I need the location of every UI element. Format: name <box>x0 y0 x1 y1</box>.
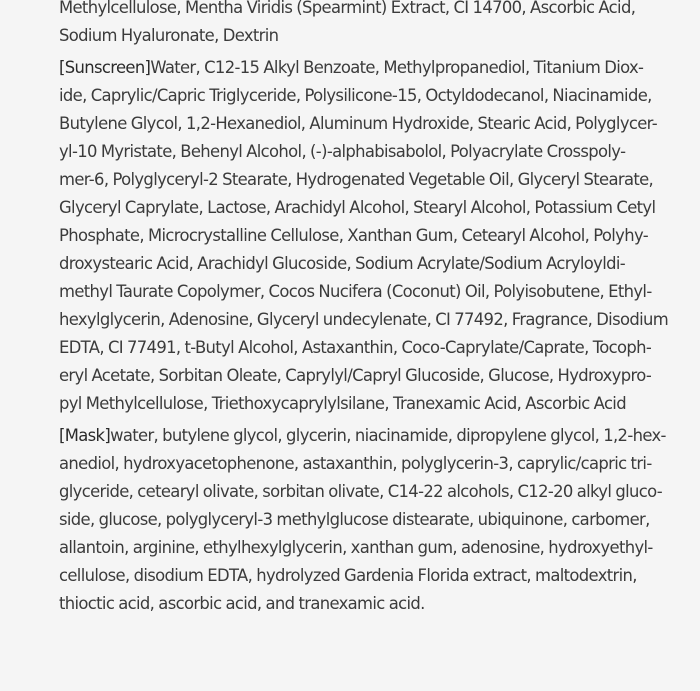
text-line: droxystearic Acid, Arachidyl Glucoside, Sodium Acrylate/Sodium Acryloyldi- <box>59 254 626 273</box>
text-line: side, glucose, polyglyceryl-3 methylglucose distearate, ubiquinone, carbomer, <box>59 510 650 529</box>
text-line: Butylene Glycol, 1,2-Hexanediol, Aluminum Hydroxide, Stearic Acid, Polyglycer- <box>59 114 657 133</box>
text-line: mer-6, Polyglyceryl-2 Stearate, Hydrogenated Vegetable Oil, Glyceryl Stearate, <box>59 170 654 189</box>
text-line: ide, Caprylic/Capric Triglyceride, Polysilicone-15, Octyldodecanol, Niacinamide, <box>59 86 652 105</box>
text-line: Phosphate, Microcrystalline Cellulose, Xanthan Gum, Cetearyl Alcohol, Polyhy- <box>59 226 648 245</box>
ingredient-list <box>59 0 669 618</box>
text-line: anediol, hydroxyacetophenone, astaxanthin, polyglycerin-3, caprylic/capric tri- <box>59 454 652 473</box>
section-tag-mask: [Mask] <box>59 426 111 445</box>
text-line: EDTA, CI 77491, t-Butyl Alcohol, Astaxanthin, Coco-Caprylate/Caprate, Tocoph- <box>59 338 652 357</box>
text-line <box>59 54 649 82</box>
text-line: allantoin, arginine, ethylhexylglycerin, xanthan gum, adenosine, hydroxyethyl- <box>59 538 653 557</box>
text-line: pyl Methylcellulose, Triethoxycaprylylsilane, Tranexamic Acid, Ascorbic Acid <box>59 394 626 413</box>
sunscreen-paragraph <box>59 54 669 418</box>
text-line: thioctic acid, ascorbic acid, and tranexamic acid. <box>59 594 425 613</box>
intro-paragraph <box>59 0 649 50</box>
text-line: Methylcellulose, Mentha Viridis (Spearmint) Extract, CI 14700, Ascorbic Acid, <box>59 0 636 17</box>
text-line: Sodium Hyaluronate, Dextrin <box>59 26 279 45</box>
text-line: cellulose, disodium EDTA, hydrolyzed Gardenia Florida extract, maltodextrin, <box>59 566 637 585</box>
text-line: hexylglycerin, Adenosine, Glyceryl undecylenate, CI 77492, Fragrance, Disodium <box>59 310 669 329</box>
mask-paragraph <box>59 422 666 618</box>
text-segment: Water, C12-15 Alkyl Benzoate, Methylpropanediol, Titanium Diox- <box>150 58 644 77</box>
text-line: eryl Acetate, Sorbitan Oleate, Caprylyl/Capryl Glucoside, Glucose, Hydroxypro- <box>59 366 652 385</box>
text-line <box>59 422 666 450</box>
text-line: methyl Taurate Copolymer, Cocos Nucifera (Coconut) Oil, Polyisobutene, Ethyl- <box>59 282 652 301</box>
text-line: yl-10 Myristate, Behenyl Alcohol, (-)-alphabisabolol, Polyacrylate Crosspoly- <box>59 142 626 161</box>
text-line: Glyceryl Caprylate, Lactose, Arachidyl Alcohol, Stearyl Alcohol, Potassium Cetyl <box>59 198 656 217</box>
text-line: glyceride, cetearyl olivate, sorbitan olivate, C14-22 alcohols, C12-20 alkyl gluco- <box>59 482 663 501</box>
text-segment: water, butylene glycol, glycerin, niacinamide, dipropylene glycol, 1,2-hex- <box>110 426 666 445</box>
section-tag-sunscreen: [Sunscreen] <box>59 58 151 77</box>
